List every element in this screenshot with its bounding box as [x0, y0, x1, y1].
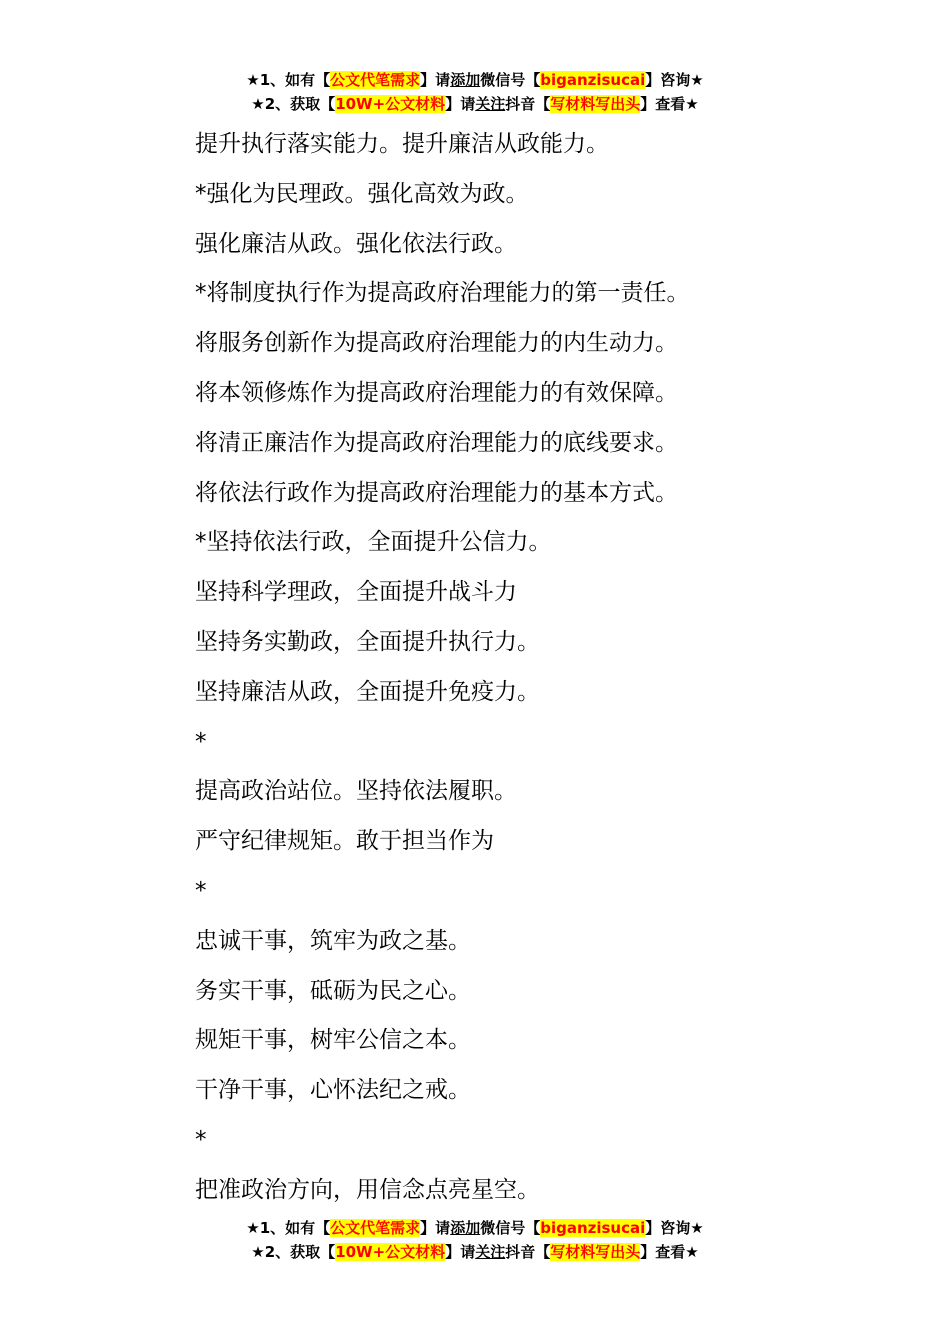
text-line: 将依法行政作为提高政府治理能力的基本方式。: [195, 479, 678, 506]
text-line: *坚持依法行政，全面提升公信力。: [195, 529, 552, 556]
document-body: [195, 120, 895, 1216]
banner-line-1: ★1、如有【公文代笔需求】请添加微信号【biganzisucai】咨询★: [246, 71, 704, 89]
header-banner: [0, 68, 950, 116]
footer-banner: [0, 1216, 950, 1264]
text-line: 干净干事，心怀法纪之戒。: [195, 1077, 471, 1104]
highlight-wechat-id: biganzisucai: [540, 1219, 646, 1237]
text-line: 坚持科学理政，全面提升战斗力: [195, 579, 517, 606]
text-line: *将制度执行作为提高政府治理能力的第一责任。: [195, 280, 690, 307]
highlight-materials: 10W+公文材料: [335, 95, 446, 113]
text-line: 将清正廉洁作为提高政府治理能力的底线要求。: [195, 429, 678, 456]
highlight-douyin-account: 写材料写出头: [550, 1243, 641, 1261]
text-line: 严守纪律规矩。敢于担当作为: [195, 828, 494, 855]
highlight-service: 公文代笔需求: [330, 71, 421, 89]
highlight-douyin-account: 写材料写出头: [550, 95, 641, 113]
section-separator: *: [195, 1126, 207, 1153]
text-line: 将服务创新作为提高政府治理能力的内生动力。: [195, 330, 678, 357]
highlight-materials: 10W+公文材料: [335, 1243, 446, 1261]
text-line: 提升执行落实能力。提升廉洁从政能力。: [195, 131, 609, 157]
text-line: 把准政治方向，用信念点亮星空。: [195, 1176, 540, 1203]
text-line: 坚持廉洁从政，全面提升免疫力。: [195, 678, 540, 705]
text-line: 提高政治站位。坚持依法履职。: [195, 778, 517, 805]
text-line: 坚持务实勤政，全面提升执行力。: [195, 628, 540, 655]
section-separator: *: [195, 728, 207, 755]
section-separator: *: [195, 877, 207, 904]
text-line: 务实干事，砥砺为民之心。: [195, 977, 471, 1004]
text-line: 强化廉洁从政。强化依法行政。: [195, 230, 517, 257]
banner-line-1: ★1、如有【公文代笔需求】请添加微信号【biganzisucai】咨询★: [246, 1219, 704, 1237]
banner-line-2: ★2、获取【10W+公文材料】请关注抖音【写材料写出头】查看★: [251, 1243, 699, 1261]
text-line: 忠诚干事，筑牢为政之基。: [195, 927, 471, 954]
text-line: 规矩干事，树牢公信之本。: [195, 1027, 471, 1054]
text-line: 将本领修炼作为提高政府治理能力的有效保障。: [195, 379, 678, 406]
banner-line-2: ★2、获取【10W+公文材料】请关注抖音【写材料写出头】查看★: [251, 95, 699, 113]
text-line: *强化为民理政。强化高效为政。: [195, 180, 529, 207]
highlight-wechat-id: biganzisucai: [540, 71, 646, 89]
highlight-service: 公文代笔需求: [330, 1219, 421, 1237]
